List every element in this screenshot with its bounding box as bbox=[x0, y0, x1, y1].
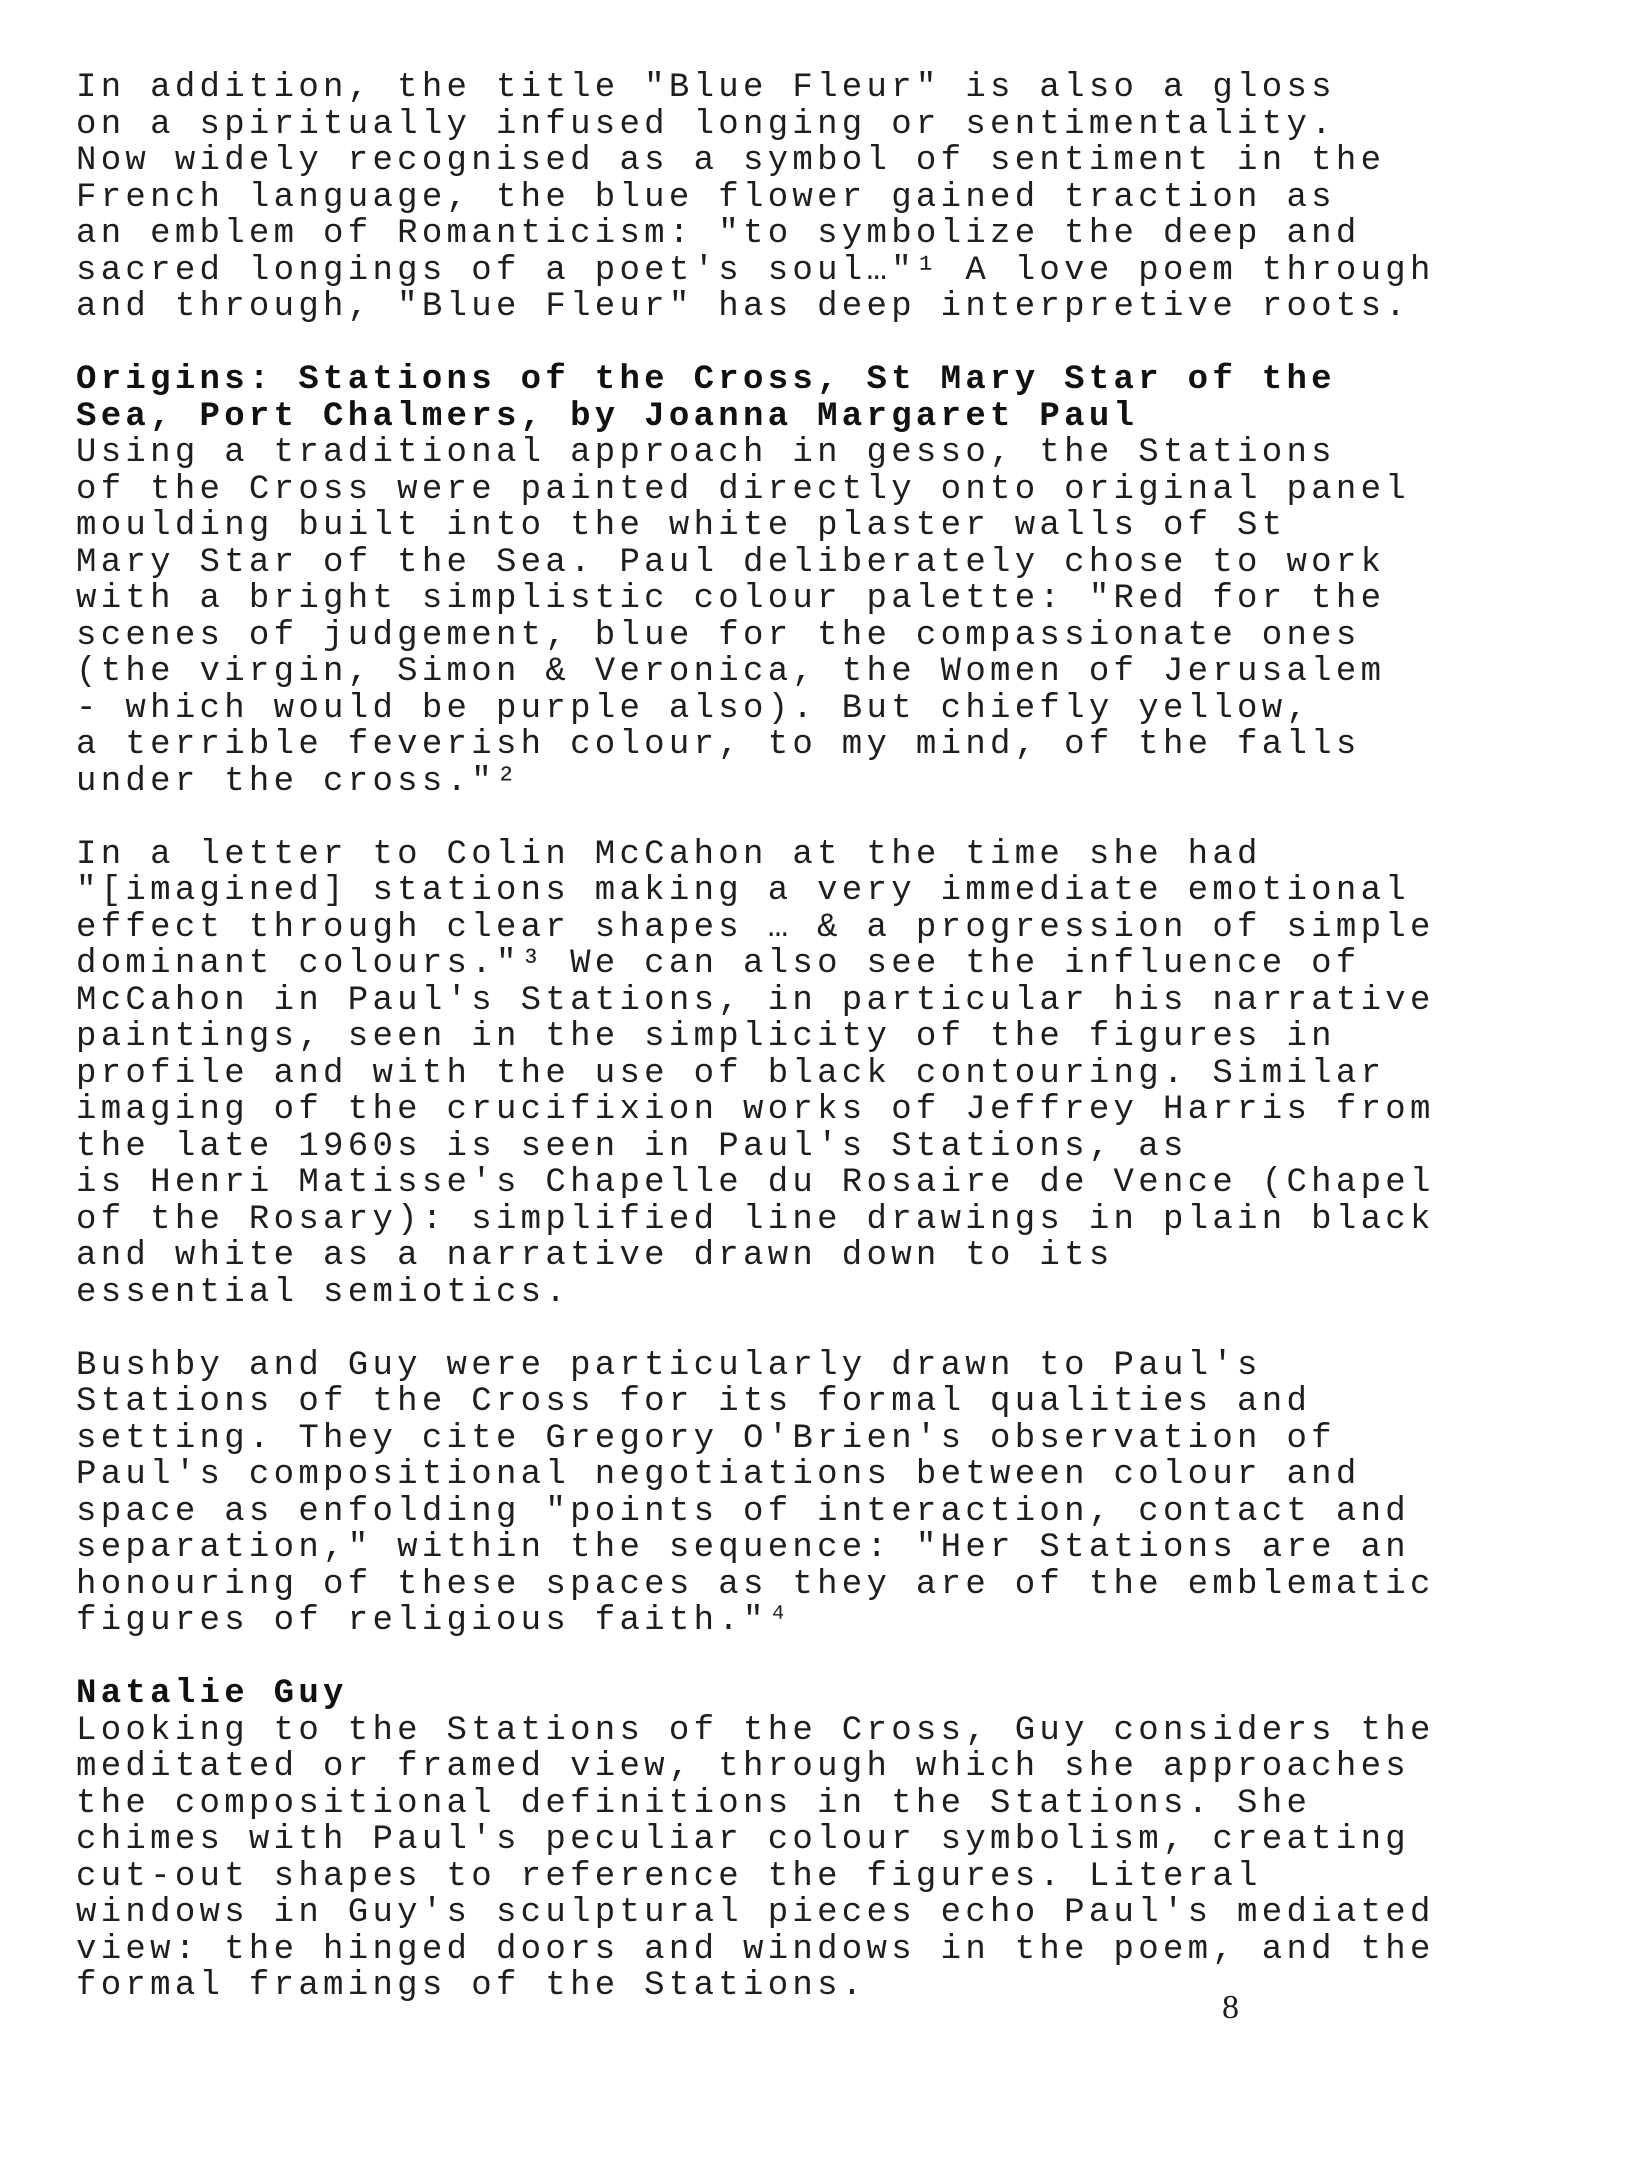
text-line: of the Rosary): simplified line drawings in plain black bbox=[76, 1200, 1435, 1239]
text-line: view: the hinged doors and windows in the poem, and the bbox=[76, 1930, 1435, 1969]
text-line: paintings, seen in the simplicity of the figures in bbox=[76, 1018, 1336, 1056]
text-line: "[imagined] stations making a very immediate emotional bbox=[76, 872, 1410, 910]
text-line: separation," within the sequence: "Her Stations are an bbox=[76, 1529, 1410, 1567]
bushby-guy-paragraph bbox=[76, 1346, 1435, 1640]
text-line: windows in Guy's sculptural pieces echo Paul's mediated bbox=[76, 1894, 1435, 1932]
text-line: figures of religious faith."⁴ bbox=[76, 1602, 793, 1640]
natalie-guy-section bbox=[76, 1675, 1435, 2005]
text-line: Mary Star of the Sea. Paul deliberately chose to work bbox=[76, 543, 1386, 582]
text-line: Looking to the Stations of the Cross, Guy considers the bbox=[76, 1711, 1435, 1750]
text-line: with a bright simplistic colour palette: "Red for the bbox=[76, 580, 1386, 618]
text-line: cut-out shapes to reference the figures. Literal bbox=[76, 1857, 1262, 1896]
text-line: effect through clear shapes … & a progression of simple bbox=[76, 908, 1435, 947]
text-line: scenes of judgement, blue for the compassionate ones bbox=[76, 616, 1361, 655]
heading-line: Sea, Port Chalmers, by Joanna Margaret Paul bbox=[76, 397, 1139, 436]
text-line: In a letter to Colin McCahon at the time she had bbox=[76, 835, 1262, 874]
text-line: French language, the blue flower gained traction as bbox=[76, 178, 1336, 217]
mccahon-paragraph bbox=[76, 835, 1435, 1312]
text-line: on a spiritually infused longing or sentimentality. bbox=[76, 105, 1336, 144]
natalie-guy-heading bbox=[76, 1676, 1276, 1713]
text-line: formal framings of the Stations. bbox=[76, 1967, 867, 2005]
text-line: essential semiotics. bbox=[76, 1273, 571, 1312]
text-line: of the Cross were painted directly onto original panel bbox=[76, 470, 1410, 509]
origins-heading bbox=[76, 361, 1336, 436]
text-line: space as enfolding "points of interaction, contact and bbox=[76, 1492, 1410, 1531]
text-line: moulding built into the white plaster walls of St bbox=[76, 507, 1287, 545]
text-line: and through, "Blue Fleur" has deep interpretive roots. bbox=[76, 288, 1410, 326]
text-line: setting. They cite Gregory O'Brien's observation of bbox=[76, 1419, 1336, 1458]
text-line: under the cross."² bbox=[76, 762, 521, 801]
text-line: In addition, the title "Blue Fleur" is also a gloss bbox=[76, 69, 1336, 107]
text-line: Stations of the Cross for its formal qualities and bbox=[76, 1383, 1312, 1421]
text-line: McCahon in Paul's Stations, in particular his narrative bbox=[76, 981, 1435, 1020]
text-line: sacred longings of a poet's soul…"¹ A love poem through bbox=[76, 251, 1435, 290]
document-body bbox=[76, 69, 1435, 2041]
text-line: Bushby and Guy were particularly drawn to Paul's bbox=[76, 1346, 1262, 1385]
intro-paragraph bbox=[76, 69, 1435, 326]
text-line: a terrible feverish colour, to my mind, of the falls bbox=[76, 726, 1361, 764]
text-line: and white as a narrative drawn down to its bbox=[76, 1237, 1114, 1275]
text-line: the late 1960s is seen in Paul's Stations, as bbox=[76, 1127, 1188, 1166]
text-line: dominant colours."³ We can also see the influence of bbox=[76, 945, 1361, 983]
text-line: chimes with Paul's peculiar colour symbolism, creating bbox=[76, 1821, 1410, 1859]
text-line: imaging of the crucifixion works of Jeffrey Harris from bbox=[76, 1091, 1435, 1129]
text-line: profile and with the use of black contouring. Similar bbox=[76, 1054, 1386, 1093]
origins-section bbox=[76, 361, 1410, 801]
text-line: Using a traditional approach in gesso, the Stations bbox=[76, 434, 1336, 472]
page-number: 8 bbox=[1222, 1989, 1239, 2026]
text-line: the compositional definitions in the Stations. She bbox=[76, 1784, 1312, 1823]
text-line: Paul's compositional negotiations between colour and bbox=[76, 1456, 1361, 1494]
text-line: is Henri Matisse's Chapelle du Rosaire de Vence (Chapel bbox=[76, 1164, 1435, 1202]
text-line: meditated or framed view, through which she approaches bbox=[76, 1748, 1410, 1786]
text-line: Now widely recognised as a symbol of sentiment in the bbox=[76, 142, 1386, 180]
text-line: - which would be purple also). But chiefly yellow, bbox=[76, 689, 1312, 728]
text-line: honouring of these spaces as they are of the emblematic bbox=[76, 1565, 1435, 1604]
heading-line: Natalie Guy bbox=[76, 1675, 348, 1713]
text-line: (the virgin, Simon & Veronica, the Women of Jerusalem bbox=[76, 653, 1386, 691]
text-line: an emblem of Romanticism: "to symbolize the deep and bbox=[76, 215, 1361, 253]
heading-line: Origins: Stations of the Cross, St Mary Star of the bbox=[76, 361, 1336, 399]
